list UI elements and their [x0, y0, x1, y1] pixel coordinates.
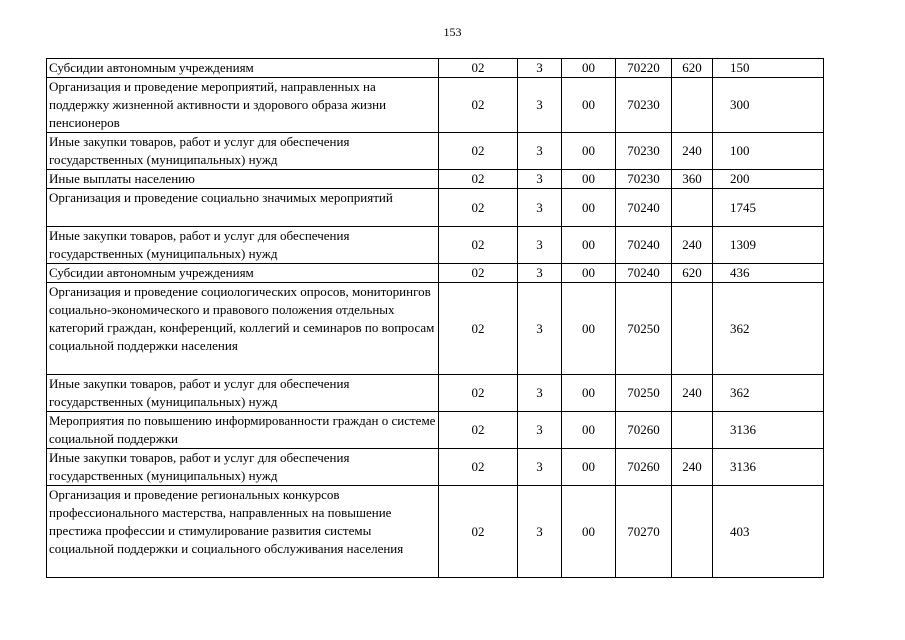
cell-gr: 02	[439, 189, 518, 227]
cell-expense-kind: 620	[672, 264, 713, 283]
row-name: Организация и проведение региональных конкурсов профессионального мастерства, направленных на повышение престижа профессии и стимулирование развития системы социальной поддержки и социального обслуживания населения	[47, 486, 439, 578]
cell-target-code: 70240	[616, 227, 672, 264]
cell-amount: 362	[713, 375, 824, 412]
cell-target-code: 70260	[616, 449, 672, 486]
cell-target-code: 70250	[616, 375, 672, 412]
cell-amount: 300	[713, 78, 824, 133]
cell-subsection: 00	[562, 264, 616, 283]
cell-subsection: 00	[562, 59, 616, 78]
row-name: Иные выплаты населению	[47, 170, 439, 189]
cell-subsection: 00	[562, 449, 616, 486]
page-number: 153	[443, 25, 462, 39]
cell-gr: 02	[439, 486, 518, 578]
cell-section: 3	[518, 375, 562, 412]
row-name: Иные закупки товаров, работ и услуг для обеспечения государственных (муниципальных) нужд	[47, 133, 439, 170]
cell-expense-kind	[672, 78, 713, 133]
cell-expense-kind	[672, 486, 713, 578]
cell-subsection: 00	[562, 283, 616, 375]
cell-gr: 02	[439, 227, 518, 264]
table-row	[47, 78, 824, 133]
cell-target-code: 70240	[616, 264, 672, 283]
cell-expense-kind	[672, 189, 713, 227]
cell-section: 3	[518, 486, 562, 578]
cell-expense-kind	[672, 283, 713, 375]
cell-section: 3	[518, 170, 562, 189]
cell-target-code: 70240	[616, 189, 672, 227]
cell-section: 3	[518, 264, 562, 283]
row-name: Организация и проведение мероприятий, направленных на поддержку жизненной активности и здорового образа жизни пенсионеров	[47, 78, 439, 133]
table-row	[47, 375, 824, 412]
cell-section: 3	[518, 78, 562, 133]
cell-amount: 436	[713, 264, 824, 283]
cell-gr: 02	[439, 78, 518, 133]
cell-expense-kind: 240	[672, 227, 713, 264]
cell-subsection: 00	[562, 227, 616, 264]
table-row	[47, 449, 824, 486]
cell-expense-kind: 620	[672, 59, 713, 78]
cell-expense-kind: 240	[672, 449, 713, 486]
budget-table	[46, 58, 824, 578]
table-row	[47, 264, 824, 283]
cell-subsection: 00	[562, 133, 616, 170]
cell-target-code: 70230	[616, 78, 672, 133]
cell-subsection: 00	[562, 78, 616, 133]
cell-subsection: 00	[562, 375, 616, 412]
table-row	[47, 133, 824, 170]
table-row	[47, 486, 824, 578]
cell-amount: 1745	[713, 189, 824, 227]
cell-gr: 02	[439, 283, 518, 375]
table-row	[47, 227, 824, 264]
cell-amount: 362	[713, 283, 824, 375]
cell-target-code: 70230	[616, 133, 672, 170]
cell-gr: 02	[439, 412, 518, 449]
cell-subsection: 00	[562, 189, 616, 227]
cell-gr: 02	[439, 264, 518, 283]
cell-section: 3	[518, 227, 562, 264]
cell-subsection: 00	[562, 412, 616, 449]
cell-target-code: 70260	[616, 412, 672, 449]
row-name: Организация и проведение социально значимых мероприятий	[47, 189, 439, 227]
cell-section: 3	[518, 59, 562, 78]
cell-expense-kind: 360	[672, 170, 713, 189]
cell-subsection: 00	[562, 486, 616, 578]
row-name: Мероприятия по повышению информированности граждан о системе социальной поддержки	[47, 412, 439, 449]
cell-target-code: 70230	[616, 170, 672, 189]
cell-amount: 3136	[713, 449, 824, 486]
row-name: Иные закупки товаров, работ и услуг для обеспечения государственных (муниципальных) нужд	[47, 375, 439, 412]
cell-expense-kind: 240	[672, 133, 713, 170]
cell-section: 3	[518, 283, 562, 375]
table-row	[47, 170, 824, 189]
cell-section: 3	[518, 189, 562, 227]
row-name: Субсидии автономным учреждениям	[47, 59, 439, 78]
row-name: Субсидии автономным учреждениям	[47, 264, 439, 283]
cell-amount: 403	[713, 486, 824, 578]
table-row	[47, 412, 824, 449]
cell-expense-kind	[672, 412, 713, 449]
cell-gr: 02	[439, 133, 518, 170]
cell-amount: 200	[713, 170, 824, 189]
cell-target-code: 70220	[616, 59, 672, 78]
cell-section: 3	[518, 133, 562, 170]
cell-target-code: 70250	[616, 283, 672, 375]
cell-gr: 02	[439, 59, 518, 78]
cell-amount: 150	[713, 59, 824, 78]
cell-gr: 02	[439, 170, 518, 189]
cell-section: 3	[518, 412, 562, 449]
cell-section: 3	[518, 449, 562, 486]
cell-target-code: 70270	[616, 486, 672, 578]
cell-expense-kind: 240	[672, 375, 713, 412]
table-row	[47, 189, 824, 227]
row-name: Иные закупки товаров, работ и услуг для обеспечения государственных (муниципальных) нужд	[47, 227, 439, 264]
cell-amount: 1309	[713, 227, 824, 264]
cell-subsection: 00	[562, 170, 616, 189]
cell-amount: 100	[713, 133, 824, 170]
table-row	[47, 59, 824, 78]
row-name: Иные закупки товаров, работ и услуг для обеспечения государственных (муниципальных) нужд	[47, 449, 439, 486]
cell-gr: 02	[439, 375, 518, 412]
cell-gr: 02	[439, 449, 518, 486]
row-name: Организация и проведение социологических опросов, мониторингов социально-экономического и правового положения отдельных категорий граждан, конференций, коллегий и семинаров по вопросам социальной поддержки населения	[47, 283, 439, 375]
cell-amount: 3136	[713, 412, 824, 449]
table-row	[47, 283, 824, 375]
